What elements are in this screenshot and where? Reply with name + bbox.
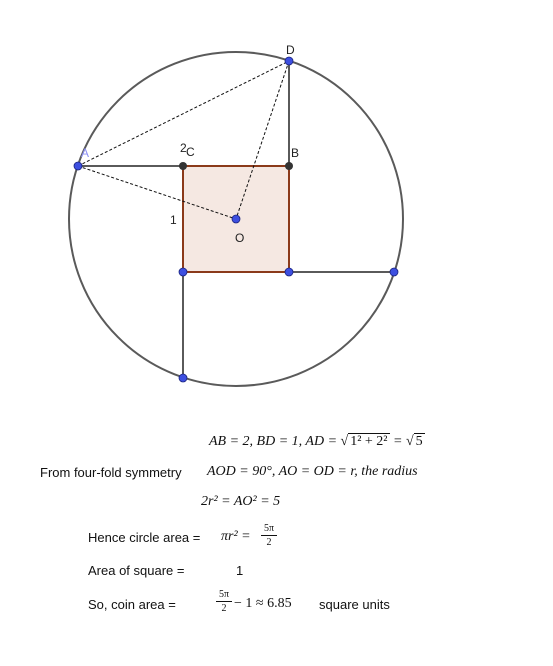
point-square-br bbox=[285, 268, 293, 276]
point-a bbox=[74, 162, 82, 170]
square-area-label: Area of square = bbox=[88, 563, 185, 578]
point-right bbox=[390, 268, 398, 276]
point-bottom bbox=[179, 374, 187, 382]
circle-frac-den: 2 bbox=[266, 537, 272, 548]
point-square-bl bbox=[179, 268, 187, 276]
coin-area-label: So, coin area = bbox=[88, 597, 176, 612]
point-b bbox=[285, 162, 293, 170]
label-o: O bbox=[235, 231, 245, 245]
lengths-text: AB = 2, BD = 1, AD = bbox=[209, 434, 341, 449]
coin-area-units: square units bbox=[319, 597, 390, 612]
coin-frac-num: 5π bbox=[218, 589, 230, 600]
coin-area-fraction bbox=[216, 589, 232, 614]
sqrt-arg-2: 5 bbox=[415, 434, 423, 449]
point-d bbox=[285, 57, 293, 65]
label-a: A bbox=[81, 146, 90, 160]
point-c bbox=[179, 162, 187, 170]
circle-area-fraction bbox=[261, 523, 277, 548]
sqrt-sign-2: √ bbox=[405, 434, 414, 449]
circle-area-math: πr² = bbox=[221, 529, 251, 544]
sqrt-arg-1: 1² + 2² bbox=[350, 434, 388, 449]
label-c: C bbox=[186, 145, 195, 159]
circle-frac-num: 5π bbox=[263, 523, 275, 534]
label-one: 1 bbox=[170, 213, 177, 227]
label-b: B bbox=[291, 146, 300, 160]
label-d: D bbox=[286, 43, 295, 57]
sqrt-sign-1: √ bbox=[340, 434, 349, 449]
label-two: 2 bbox=[180, 141, 187, 155]
circle-area-label: Hence circle area = bbox=[88, 530, 201, 545]
radius-equation: 2r² = AO² = 5 bbox=[201, 494, 281, 509]
symmetry-equation: AOD = 90°, AO = OD = r, the radius bbox=[207, 464, 418, 479]
square-area-value: 1 bbox=[236, 563, 244, 578]
coin-frac-den: 2 bbox=[221, 603, 227, 614]
point-o bbox=[232, 215, 240, 223]
equals-sign: = bbox=[389, 434, 406, 449]
symmetry-label: From four-fold symmetry bbox=[40, 465, 182, 480]
coin-area-rest: − 1 ≈ 6.85 bbox=[234, 596, 292, 611]
equation-lengths bbox=[209, 434, 425, 450]
